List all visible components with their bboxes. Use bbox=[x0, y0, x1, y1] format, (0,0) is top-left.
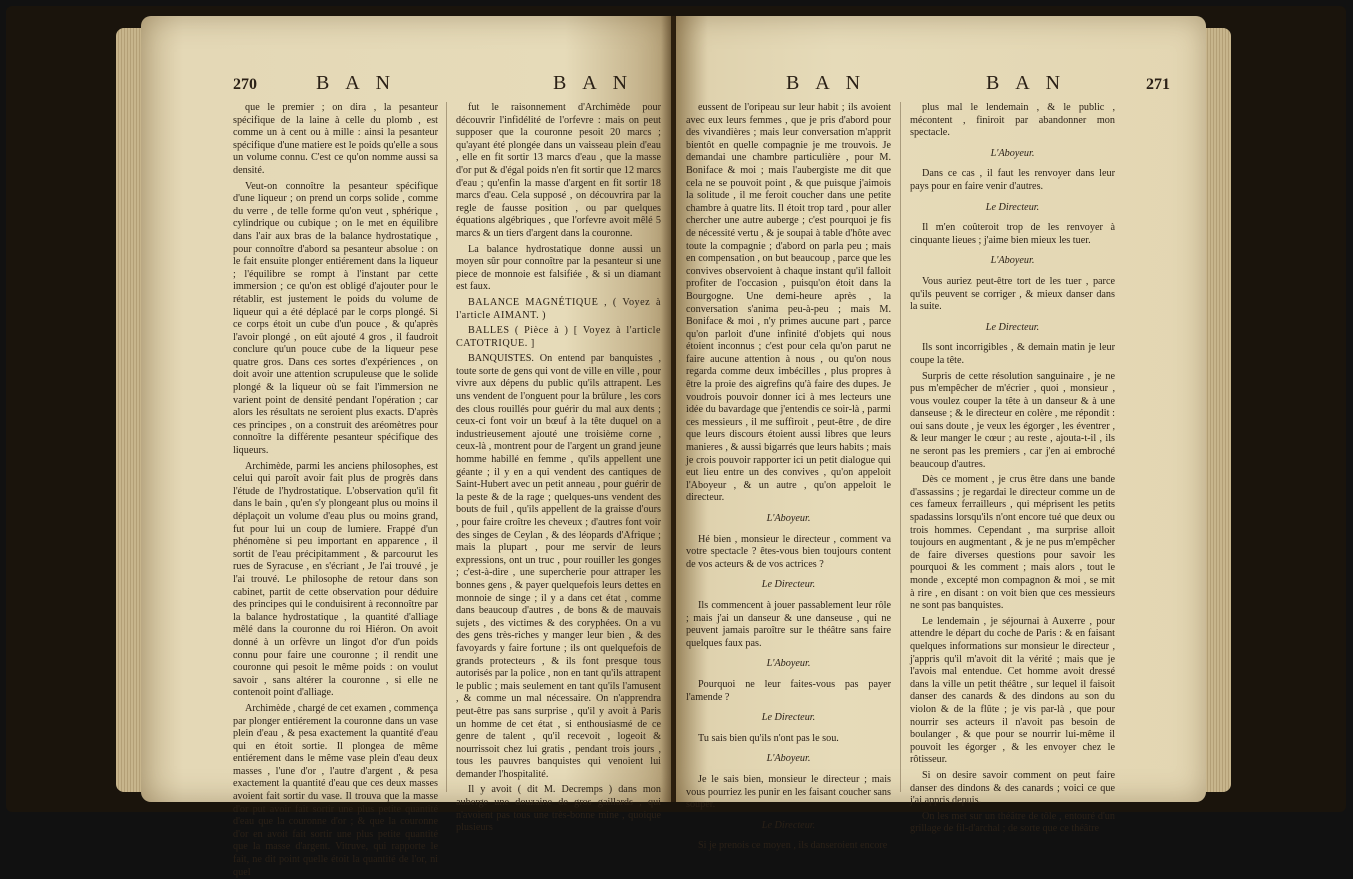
paragraph: Dès ce moment , je crus être dans une bande d'assassins ; je regardai le directeur comme un de ces fameux ferrailleurs , qui méprisent les petits spadassins lorsqu'ils n'ont encore tué que deux ou trois hommes. Cependant , ma surprise alloit toujours en augmentant , & je ne pus m'empêcher de faire diverses questions pour savoir les pourquoi & les comment ; mais alors , tout le monde , excepté mon compagnon & moi , se mit à rire , en disant : on voit bien que ces messieurs ne sont pas banquistes. bbox=[910, 474, 1115, 612]
paragraph: Vous auriez peut-être tort de les tuer , parce qu'ils peuvent se corriger , & mieux danser dans la suite. bbox=[910, 275, 1115, 313]
paragraph: eussent de l'oripeau sur leur habit ; ils avoient avec eux leurs femmes , que je pris d'abord pour des vivandières ; mais leur conversation m'apprit bientôt en quelle compagnie je me trouvois. Je demandai une chambre particulière , pour M. Boniface & moi ; mais l'aubergiste me dit que cela ne se pouvoit point , & que puisque j'aimois la solitude , il me feroit coucher dans une petite chambre à quatre lits. Il étoit trop tard , pour aller chercher une autre auberge ; c'est pourquoi je fis de nécessité vertu , & je soupai à table d'hôte avec toute la compagnie ; d'abord on parla peu ; mais en compensation , on but beaucoup , parce que les convives observoient à chaque instant qu'il falloit profiter de l'occasion , puisqu'on étoit dans la Bourgogne. Une demi-heure après , la conversation s'anima peu-à-peu ; mais M. Boniface & moi , n'y primes aucune part , parce qu'on parloit d'une infinité d'objets qui nous étoient inconnus ; c'est pour cela qu'on parut ne faire aucune attention à nous , ou qu'on nous regarda comme deux imbécilles , plus propres à être la proie des aigrefins qu'à faire des dupes. Je voudrois pouvoir donner ici à mes lecteurs une idée du bavardage que j'entendis ce soir-là , parmi ces messieurs , il me suffiroit , peut-être , de dire que leurs discours étoient aussi libres que leurs manieres , & aussi bigarrés que leurs habits ; mais je crois pouvoir rapporter ici un petit dialogue qui eut lieu entre un des convives , qu'on appeloit l'Aboyeur , & un autre , qu'on appeloit le directeur. bbox=[686, 102, 891, 504]
speaker-label: L'Aboyeur. bbox=[766, 753, 811, 765]
paragraph: Il m'en coûteroit trop de les renvoyer à cinquante lieues ; j'aime bien mieux les tuer. bbox=[910, 222, 1115, 246]
paragraph: Je le sais bien, monsieur le directeur ; mais vous pourriez les punir en les faisant coucher sans souper. bbox=[686, 773, 891, 811]
paragraph: Archimède, parmi les anciens philosophes, est celui qui paroît avoir fait plus de progrès dans l'étude de l'hydrostatique. L'observation qu'il fit dans le bain , qu'en s'y plongeant plus ou moins il déplaçoit un volume d'eau plus ou moins grand, fut pour lui un coup de lumiere. Frappé d'un phénomène si peu important en apparence , il sortit de l'eau précipitamment , & parcourut les rues de Syracuse , en s'écriant , Je l'ai trouvé , je l'ai trouvé. Le philosophe de retour dans son cabinet, partit de cette observation pour déduire des principes qui le conduisirent à reconnoître par la balance hydrostatique , la quantité d'alliage mêlé dans la couronne du roi Hiéron. On avoit donné à un orfèvre un lingot d'or d'un poids connu pour faire une couronne ; il rendit une couronne qui pesoit le même poids : on voulut savoir , sans altérer la couronne , si elle ne contenoit point d'alliage. bbox=[233, 460, 438, 699]
left-page-column-2 bbox=[456, 102, 661, 834]
paragraph: que le premier ; on dira , la pesanteur spécifique de la laine à celle du plomb , est comme un à cent ou à mille : ainsi la pesanteur spécifique d'une matiere est le poids qu'elle a sous un volume connu. C'est ce qu'on nomme aussi sa densité. bbox=[233, 102, 438, 176]
paragraph: Tu sais bien qu'ils n'ont pas le sou. bbox=[698, 732, 839, 744]
paragraph: Ils commencent à jouer passablement leur rôle ; mais j'ai un danseur & une danseuse , qui ne peuvent jamais paroître sur le théâtre sans faire quelques faux pas. bbox=[686, 599, 891, 649]
speaker-label: L'Aboyeur. bbox=[990, 147, 1035, 159]
right-page bbox=[676, 16, 1206, 852]
paragraph: Hé bien , monsieur le directeur , comment va votre spectacle ? êtes-vous bien toujours content de vos acteurs & de vos actrices ? bbox=[686, 533, 891, 570]
running-head-left-2: B A N bbox=[553, 72, 634, 94]
page-number-left: 270 bbox=[233, 76, 257, 93]
paragraph: La balance hydrostatique donne aussi un moyen sûr pour connoître par la pesanteur si une piece de monnoie est falsifiée , & si un diamant est faux. bbox=[456, 243, 661, 293]
book-spread bbox=[6, 6, 1346, 878]
speaker-label: L'Aboyeur. bbox=[990, 255, 1035, 267]
running-head-right-2: B A N bbox=[986, 72, 1067, 94]
page-number-right: 271 bbox=[1146, 76, 1170, 93]
left-page-column-1 bbox=[233, 102, 438, 878]
paragraph: Dans ce cas , il faut les renvoyer dans leur pays pour en faire venir d'autres. bbox=[910, 168, 1115, 192]
paragraph: Veut-on connoître la pesanteur spécifique d'une liqueur ; on prend un corps solide , comme du verre , de telle forme qu'on veut , sphérique , cylindrique ou cubique ; on le met en équilibre dans l'air aux bras de la balance hydrostatique , pour connoître d'abord sa pesanteur absolue : on le fait ensuite plonger entiérement dans la liqueur ; l'équilibre se rompt à l'instant par cette immersion ; ce qu'on est obligé d'ajouter pour le rétablir, est justement le poids du volume de liqueur qui a été déplacé par le corps plongé. Si ce corps étoit un cube d'un pouce , & qu'après l'avoir plongé , on eût ajouté 4 gros , il faudroit conclure qu'un pouce cube de la liqueur pese quatre gros. Dans ces sortes d'expériences , on doit avoir une attention scrupuleuse que le solide plongé & la liqueur où se fait l'immersion ne varient point de densité pendant l'opération ; car alors les résultats ne seroient plus exacts. D'après ces principes , on a construit des aréomètres pour connoître la différente pesanteur spécifique des liqueurs. bbox=[233, 180, 438, 457]
speaker-label: Le Directeur. bbox=[761, 712, 816, 724]
entry-heading: BALLES ( Pièce à ) [ Voyez à l'article CATOTRIQUE. ] bbox=[456, 325, 661, 349]
speaker-label: Le Directeur. bbox=[985, 201, 1040, 213]
paragraph: plus mal le lendemain , & le public , mécontent , finiroit par abandonner mon spectacle. bbox=[910, 102, 1115, 139]
paragraph: Si on desire savoir comment on peut faire danser des dindons & des canards ; voici ce que j'ai appris depuis. bbox=[910, 769, 1115, 807]
paragraph: Pourquoi ne leur faites-vous pas payer l'amende ? bbox=[686, 678, 891, 703]
paragraph: Archimède , chargé de cet examen , commença par plonger entiérement la couronne dans un vase plein d'eau , & pesa exactement la quantité d'eau qui en étoit sortie. Il plongea de même entiérement dans le même vase plein d'eau deux masses , l'une d'or , l'autre d'argent , & pesa exactement la quantité d'eau que ces deux masses avoient fait sortir du vase. Il trouva que la masse d'or put avoir fait sortir une plus petite quantité d'eau que la couronne d'or ; & que la couronne d'or en avoit fait sortir une plus petite quantité que la masse d'argent. Vitruve, qui rapporte le fait, ne dit point quelle étoit la quantité de l'or, ni quel bbox=[233, 702, 438, 878]
page-edges-right bbox=[1205, 28, 1231, 792]
paragraph: Il y avoit ( dit M. Decremps ) dans mon auberge une douzaine de gros gaillards , qui n'avoient pas tous une très-bonne mine , quoique plusieurs bbox=[456, 784, 661, 834]
page-edges-left bbox=[116, 28, 142, 792]
running-head-right-1: B A N bbox=[786, 72, 867, 94]
paragraph: Si je prenois ce moyen , ils danseroient encore bbox=[698, 840, 888, 852]
column-rule bbox=[446, 102, 447, 792]
right-page-column-2 bbox=[910, 102, 1115, 835]
paragraph: On les met sur un théâtre de tôle , entouré d'un grillage de fil-d'archal ; de sorte que ce théâtre bbox=[910, 810, 1115, 835]
paragraph: Le lendemain , je séjournai à Auxerre , pour attendre le départ du coche de Paris : & en faisant quelques informations sur monsieur le directeur , j'appris qu'il m'avoit dit la vérité ; mais que je l'avois mal entendue. Cet homme avoit dressé dans la ville un petit théâtre , sur lequel il faisoit danser des canards & des dindons au son du violon & de la flûte ; je vis par-là , que pour nourrir ses acteurs il n'avoit pas besoin de boulanger , & que pour se nourrir lui-même il pouvoit les égorger , & les envoyer chez le rôtisseur. bbox=[910, 615, 1115, 766]
speaker-label: Le Directeur. bbox=[761, 579, 816, 591]
paragraph: Ils sont incorrigibles , & demain matin je leur coupe la tête. bbox=[910, 342, 1115, 366]
right-page-column-1 bbox=[686, 102, 891, 852]
column-rule bbox=[900, 102, 901, 792]
speaker-label: Le Directeur. bbox=[761, 819, 816, 831]
entry-heading: BALANCE MAGNÉTIQUE , ( Voyez à l'article AIMANT. ) bbox=[456, 296, 661, 321]
speaker-label: Le Directeur. bbox=[985, 321, 1040, 333]
running-head-left-1: B A N bbox=[316, 72, 397, 94]
speaker-label: L'Aboyeur. bbox=[766, 513, 811, 524]
paragraph: BANQUISTES. On entend par banquistes , toute sorte de gens qui vont de ville en ville , pour vivre aux dépens du public qu'ils attrapent. Les uns vendent de l'onguent pour la brûlure , les cors des clous rouillés pour guérir du mal aux dents ; ceux-ci font voir un bœuf à la tête duquel on a industrieusement ajouté une troisième corne , ceux-là , montrent pour de l'argent un grand jeune homme habillé en femme , qu'ils appellent une géante ; il y en a qui vendent des cantiques de Saint-Hubert avec un petit anneau , pour guérir de la peste & de la rage ; quelques-uns vendent des bouts de fuil , qu'ils appellent de la graisse d'ours , pour faire croître les cheveux ; d'autres font voir des singes de Ceylan , & des léopards d'Afrique ; mais la plupart , pour me servir de leurs expressions, ont un truc , pour rouiller les gonges ; c'est-à-dire , une supercherie pour attraper les bonnes gens , & payer quelquefois leurs dettes en monnoie de singe ; il y a dans cet état , comme dans beaucoup d'autres , de bons & de mauvais sujets , des victimes & des coryphées. On a vu des gens très-riches y manger leur bien , & des favoyards y faire fortune ; ils ont quelquefois de grands protecteurs , & ils font presque tous autorisés par la police , non en tant qu'ils attrapent le public ; mais seulement en tant qu'ils l'amusent , & comme un mal nécessaire. On n'apprendra peut-être pas sans surprise , qu'il y avoit à Paris un homme de cet état , si enthousiasmé de ce genre de talent , qu'il recevoit , logeoit & nourrissoit chez lui gratis , pendant trois jours , tous les pauvres banquistes qui venoient lui demander l'hospitalité. bbox=[456, 353, 661, 780]
speaker-label: L'Aboyeur. bbox=[766, 658, 811, 670]
left-page bbox=[141, 16, 671, 878]
paragraph: Surpris de cette résolution sanguinaire , je ne pus m'empêcher de m'écrier , quoi , monsieur , vous voulez couper la tête à un danseur & à une danseuse ; & le directeur en colère , me répondit : oui sans doute , je veux les égorger , les éventrer , & leur manger le cœur ; au reste , ajouta-t-il , ils ne seront pas les premiers , car j'en ai embroché beaucoup d'autres. bbox=[910, 370, 1115, 470]
paragraph: fut le raisonnement d'Archimède pour découvrir l'infidélité de l'orfevre : mais on peut supposer que la couronne pesoit 20 marcs ; qu'ayant été plongée dans un vaisseau plein d'eau , elle en fit sortir 13 marcs d'eau , que la masse d'or put & d'égal poids n'en fit sortir que 12 marcs d'eau ; qu'enfin la masse d'argent en fit sortir 18 marcs d'eau. Cela supposé , on découvrira par la regle de fausse position , ou par quelques équations algébriques , que l'orfevre avoit mêlé 5 marcs & un tiers d'argent dans la couronne. bbox=[456, 102, 661, 239]
